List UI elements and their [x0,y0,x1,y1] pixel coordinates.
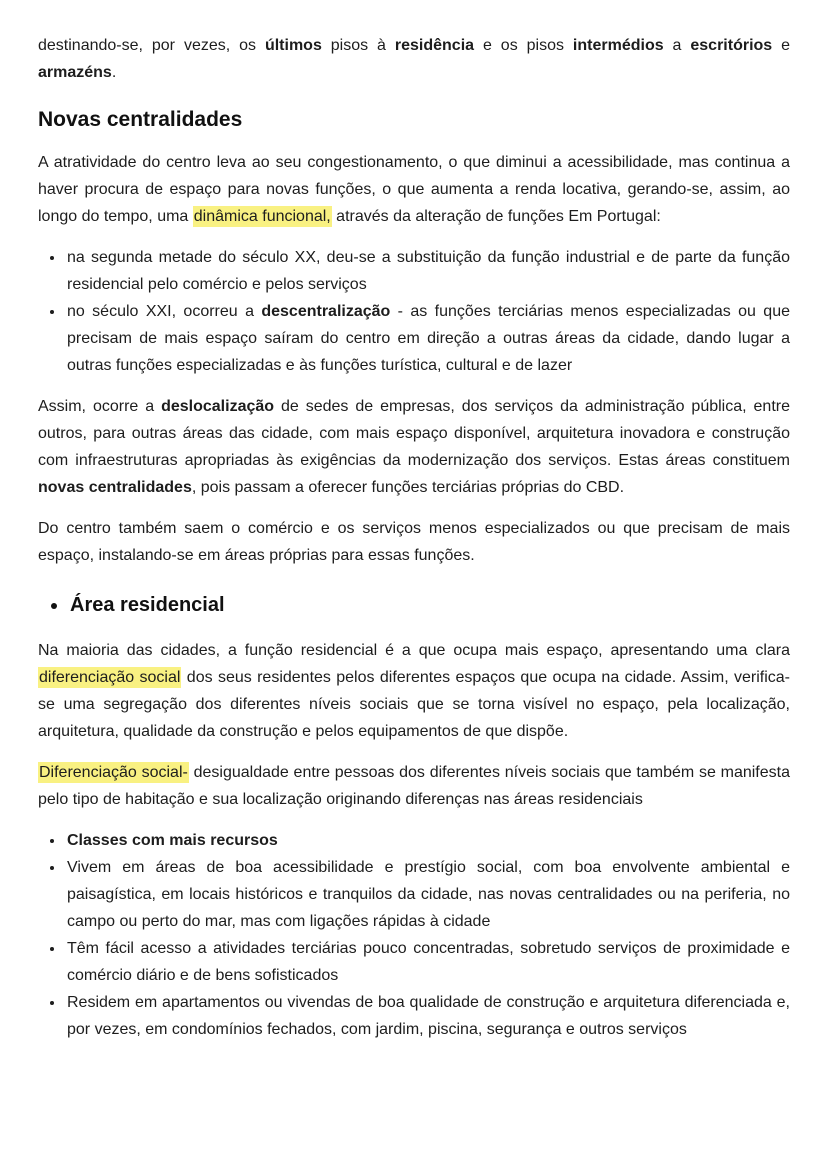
bullet-list-classes-recursos [38,827,790,1043]
list-item-residem: • Residem em apartamentos ou vivendas de boa qualidade de construção e arquitetura diferenciada e, por vezes, em condomínios fechados, com jardim, piscina, segurança e outros serviços [65,989,790,1043]
list-item-vivem: • Vivem em áreas de boa acessibilidade e prestígio social, com boa envolvente ambiental e paisagística, em locais históricos e tranquilos da cidade, nas novas centralidades ou na periferia, no campo ou perto do mar, mas com ligações rápidas à cidade [65,854,790,935]
heading-area-residencial: • Área residencial [69,591,790,619]
list-item-classes-titulo: • Classes com mais recursos [65,827,790,854]
paragraph-centro-saida: Do centro também saem o comércio e os serviços menos especializados ou que precisam de mais espaço, instalando-se em áreas próprias para essas funções. [38,520,790,564]
list-item-seculo-xxi: • no século XXI, ocorreu a descentralização - as funções terciárias menos especializadas ou que precisam de mais espaço saíram do centro em direção a outras áreas da cidade, dando lugar a outras funções especializadas e às funções turística, cultural e de lazer [65,298,790,379]
heading-list-area-residencial [38,591,790,619]
bullet-list-portugal [38,244,790,379]
paragraph-atratividade: A atratividade do centro leva ao seu congestionamento, o que diminui a acessibilidade, mas continua a haver procura de espaço para novas funções, o que aumenta a renda locativa, gerando-se, assim, ao longo do tempo, uma dinâmica funcional, através da alteração de funções Em Portugal: [38,154,790,225]
list-item-acesso: • Têm fácil acesso a atividades terciárias pouco concentradas, sobretudo serviços de proximidade e comércio diário e de bens sofisticados [65,935,790,989]
paragraph-pisos: destinando-se, por vezes, os últimos pisos à residência e os pisos intermédios a escritórios e armazéns. [38,37,791,81]
paragraph-definicao-diferenciacao: Diferenciação social- desigualdade entre pessoas dos diferentes níveis sociais que também se manifesta pelo tipo de habitação e sua localização originando diferenças nas áreas residenciais [38,764,790,808]
paragraph-deslocalizacao: Assim, ocorre a deslocalização de sedes de empresas, dos serviços da administração pública, entre outros, para outras áreas das cidade, com mais espaço disponível, arquitetura inovadora e construção com infraestruturas apropriadas às exigências da modernização dos serviços. Estas áreas constituem novas centralidades, pois passam a oferecer funções terciárias próprias do CBD. [38,398,790,496]
list-item-seculo-xx: • na segunda metade do século XX, deu-se a substituição da função industrial e de parte da função residencial pelo comércio e pelos serviços [65,244,790,298]
paragraph-funcao-residencial: Na maioria das cidades, a função residencial é a que ocupa mais espaço, apresentando uma clara diferenciação social dos seus residentes pelos diferentes espaços que ocupa na cidade. Assim, verifica-se uma segregação dos diferentes níveis sociais que se torna visível no espaço, pela localização, arquitetura, qualidade da construção e pelos equipamentos de que dispõe. [38,642,790,740]
heading-novas-centralidades: Novas centralidades [38,108,243,131]
